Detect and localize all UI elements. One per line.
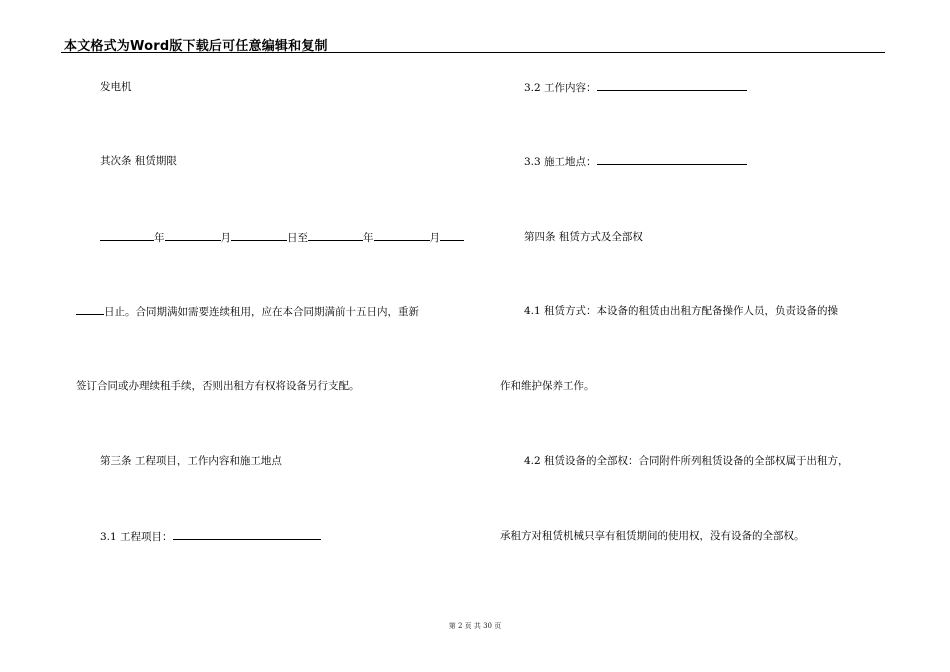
left-line-article2-heading: 其次条 租赁期限 [100,155,177,167]
right-line-article4-heading: 第四条 租赁方式及全部权 [524,231,643,243]
blank-day-start [231,230,287,241]
label-month-end: 月 [429,232,440,244]
site-label: 3.3 施工地点： [524,156,597,168]
blank-work-content [597,80,747,91]
work-content-label: 3.2 工作内容： [524,82,597,94]
renewal-text: 日止。合同期满如需要连续租用，应在本合同期满前十五日内，重新 [104,306,419,318]
right-line-lease-method: 4.1 租赁方式：本设备的租赁由出租方配备操作人员，负责设备的操 [524,305,839,317]
label-month-start: 月 [220,232,231,244]
right-line-work-content [524,80,747,95]
left-line-lease-dates [100,230,464,245]
page-number: 第 2 页 共 30 页 [448,622,502,630]
blank-day-end [440,230,464,241]
blank-month-start [165,230,221,241]
left-line-renewal [76,304,419,319]
document-header-title: 本文格式为Word版下载后可任意编辑和复制 [64,39,328,54]
left-line-generator: 发电机 [100,81,132,93]
left-line-project-item [100,529,321,544]
right-line-lease-method-cont: 作和维护保养工作。 [500,380,595,392]
left-line-article3-heading: 第三条 工程项目，工作内容和施工地点 [100,455,282,467]
blank-site [597,154,747,165]
blank-year-start [100,230,154,241]
blank-project-item [173,529,321,540]
right-line-ownership-cont: 承租方对租赁机械只享有租赁期间的使用权，没有设备的全部权。 [500,530,805,542]
label-day-to: 日至 [287,232,308,244]
project-item-label: 3.1 工程项目： [100,531,173,543]
left-line-renewal-cont: 签订合同或办理续租手续，否则出租方有权将设备另行支配。 [76,380,360,392]
blank-month-end [374,230,430,241]
label-year-start: 年 [154,232,165,244]
blank-day-end-cont [76,304,104,315]
right-line-site [524,154,747,169]
blank-year-end [308,230,363,241]
label-year-end: 年 [363,232,374,244]
header-divider [61,52,885,53]
right-line-ownership: 4.2 租赁设备的全部权：合同附件所列租赁设备的全部权属于出租方， [524,455,849,467]
